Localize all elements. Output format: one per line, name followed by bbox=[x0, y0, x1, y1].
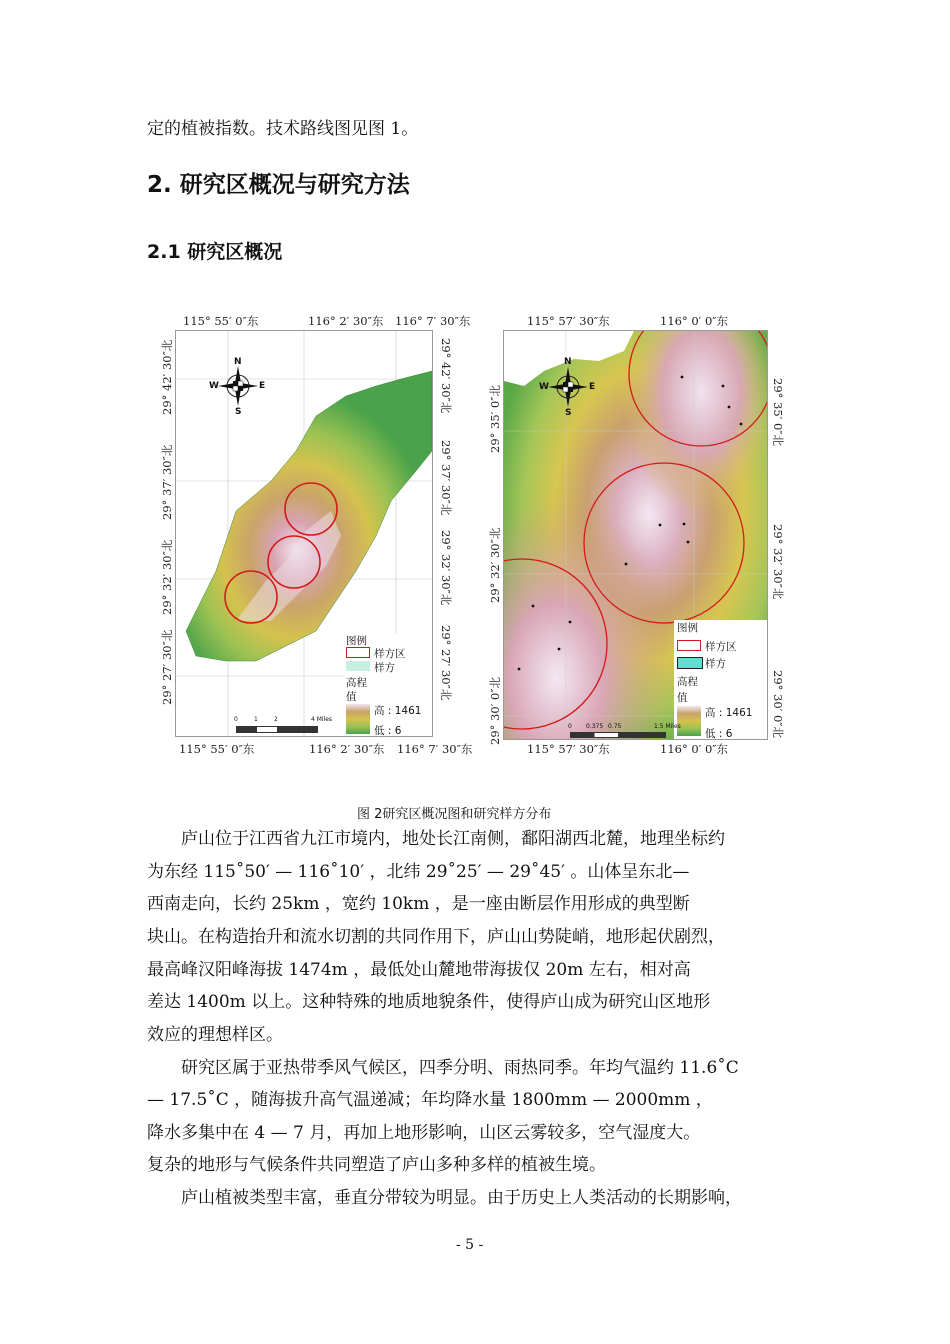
legend-sample-swatch bbox=[346, 661, 370, 671]
compass-s-label: S bbox=[565, 408, 572, 418]
compass-icon bbox=[218, 366, 258, 406]
right-left-lat-1: 29° 35′ 0″北 bbox=[488, 384, 502, 453]
legend-elevation-title: 高程 bbox=[346, 677, 367, 689]
right-top-coord-2: 116° 0′ 0″东 bbox=[660, 314, 729, 328]
legend-low: 低 : 6 bbox=[374, 725, 402, 737]
para1-line-5: 最高峰汉阳峰海拔 1474m ，最低处山麓地带海拔仅 20m 左右，相对高 bbox=[147, 960, 691, 980]
para2-line-3: 降水多集中在 4 — 7 月，再加上地形影响，山区云雾较多，空气湿度大。 bbox=[147, 1123, 701, 1143]
para1-line-4: 块山。在构造抬升和流水切割的共同作用下，庐山山势陡峭，地形起伏剧烈， bbox=[147, 927, 725, 947]
left-top-coord-2: 116° 2′ 30″东 bbox=[308, 314, 384, 328]
para2-line-2: — 17.5˚C ，随海拔升高气温递减；年均降水量 1800mm — 2000mm ， bbox=[147, 1090, 713, 1110]
para1-line-6: 差达 1400m 以上。这种特殊的地质地貌条件，使得庐山成为研究山区地形 bbox=[147, 992, 711, 1012]
compass-n-label: N bbox=[234, 357, 242, 367]
right-bottom-coord-1: 115° 57′ 30″东 bbox=[527, 742, 610, 756]
left-bottom-coord-3: 116° 7′ 30″东 bbox=[397, 742, 473, 756]
right-left-lat-3: 29° 30′ 0″北 bbox=[488, 676, 502, 745]
left-map-right-lat-2: 29° 37′ 30″北 bbox=[439, 440, 453, 516]
left-scale-bar bbox=[236, 726, 318, 733]
legend-title: 图例 bbox=[346, 635, 367, 647]
scale-label-3: 4 Miles bbox=[311, 716, 333, 723]
para1-line-1: 庐山位于江西省九江市境内，地处长江南侧，鄱阳湖西北麓，地理坐标约 bbox=[181, 829, 725, 849]
right-legend bbox=[674, 620, 767, 739]
left-map-right-lat-4: 29° 27′ 30″北 bbox=[439, 625, 453, 701]
figure-caption: 图 2研究区概况图和研究样方分布 bbox=[357, 807, 552, 822]
para1-line-2: 为东经 115˚50′ — 116˚10′ ，北纬 29˚25′ — 29˚45′ 。山体呈东北— bbox=[147, 862, 690, 882]
para2-line-4: 复杂的地形与气候条件共同塑造了庐山多种多样的植被生境。 bbox=[147, 1155, 606, 1175]
right-left-lat-2: 29° 32′ 30″北 bbox=[488, 527, 502, 603]
left-lat-1: 29° 42′ 30″北 bbox=[160, 339, 174, 415]
compass-w-label: W bbox=[539, 382, 549, 392]
left-lat-2: 29° 37′ 30″北 bbox=[160, 444, 174, 520]
legend-high: 高 : 1461 bbox=[374, 705, 422, 717]
compass-n-label: N bbox=[564, 357, 572, 367]
left-lat-3: 29° 32′ 30″北 bbox=[160, 539, 174, 615]
page-number: - 5 - bbox=[456, 1237, 484, 1253]
left-map-frame bbox=[175, 330, 433, 737]
scale-label-1: 0.375 bbox=[586, 723, 604, 730]
para1-line-7: 效应的理想样区。 bbox=[147, 1025, 283, 1045]
legend-sample-area-label: 样方区 bbox=[705, 641, 737, 653]
compass-w-label: W bbox=[209, 381, 219, 391]
right-right-lat-1: 29° 35′ 0″北 bbox=[771, 378, 785, 447]
scale-label-3: 1.5 Miles bbox=[654, 723, 681, 730]
compass-s-label: S bbox=[235, 407, 242, 417]
subsection-heading: 2.1 研究区概况 bbox=[147, 241, 283, 263]
left-map-right-lat-3: 29° 32′ 30″北 bbox=[439, 530, 453, 606]
scale-label-2: 2 bbox=[274, 716, 278, 723]
scale-label-2: 0.75 bbox=[608, 723, 622, 730]
legend-sample-area-swatch bbox=[346, 647, 370, 658]
mountain-shape bbox=[186, 371, 432, 661]
right-top-coord-1: 115° 57′ 30″东 bbox=[527, 314, 610, 328]
right-map-frame bbox=[503, 330, 768, 740]
scale-label-0: 0 bbox=[568, 723, 572, 730]
legend-elevation-title-2: 值 bbox=[677, 692, 688, 704]
legend-sample-area-label: 样方区 bbox=[374, 648, 406, 660]
right-scale-bar bbox=[570, 732, 666, 738]
right-right-lat-3: 29° 30′ 0″北 bbox=[771, 670, 785, 739]
right-bottom-coord-2: 116° 0′ 0″东 bbox=[660, 742, 729, 756]
left-bottom-coord-1: 115° 55′ 0″东 bbox=[179, 742, 255, 756]
compass-e-label: E bbox=[589, 382, 596, 392]
left-legend bbox=[344, 633, 432, 736]
legend-elevation-ramp bbox=[346, 704, 370, 734]
legend-low: 低 : 6 bbox=[705, 728, 733, 740]
legend-sample-label: 样方 bbox=[374, 662, 395, 674]
scale-label-0: 0 bbox=[234, 716, 238, 723]
legend-high: 高 : 1461 bbox=[705, 707, 753, 719]
para3-line-1: 庐山植被类型丰富，垂直分带较为明显。由于历史上人类活动的长期影响， bbox=[181, 1188, 742, 1208]
para1-line-3: 西南走向，长约 25km ，宽约 10km ，是一座由断层作用形成的典型断 bbox=[147, 894, 690, 914]
left-lat-4: 29° 27′ 30″北 bbox=[160, 629, 174, 705]
right-right-lat-2: 29° 32′ 30″北 bbox=[771, 524, 785, 600]
legend-sample-label: 样方 bbox=[705, 658, 726, 670]
legend-sample-swatch bbox=[677, 657, 703, 669]
compass-e-label: E bbox=[259, 381, 266, 391]
intro-line: 定的植被指数。技术路线图见图 1。 bbox=[147, 119, 419, 139]
section-heading: 2. 研究区概况与研究方法 bbox=[147, 172, 410, 198]
legend-title: 图例 bbox=[677, 622, 698, 634]
left-top-coord-3: 116° 7′ 30″东 bbox=[395, 314, 471, 328]
legend-elevation-title: 高程 bbox=[677, 676, 698, 688]
left-bottom-coord-2: 116° 2′ 30″东 bbox=[309, 742, 385, 756]
para2-line-1: 研究区属于亚热带季风气候区，四季分明、雨热同季。年均气温约 11.6˚C bbox=[181, 1058, 739, 1078]
legend-elevation-ramp bbox=[677, 706, 701, 736]
left-map-right-lat-1: 29° 42′ 30″北 bbox=[439, 338, 453, 414]
scale-label-1: 1 bbox=[254, 716, 258, 723]
legend-sample-area-swatch bbox=[677, 640, 701, 651]
legend-elevation-title-2: 值 bbox=[346, 691, 357, 703]
left-top-coord-1: 115° 55′ 0″东 bbox=[183, 314, 259, 328]
